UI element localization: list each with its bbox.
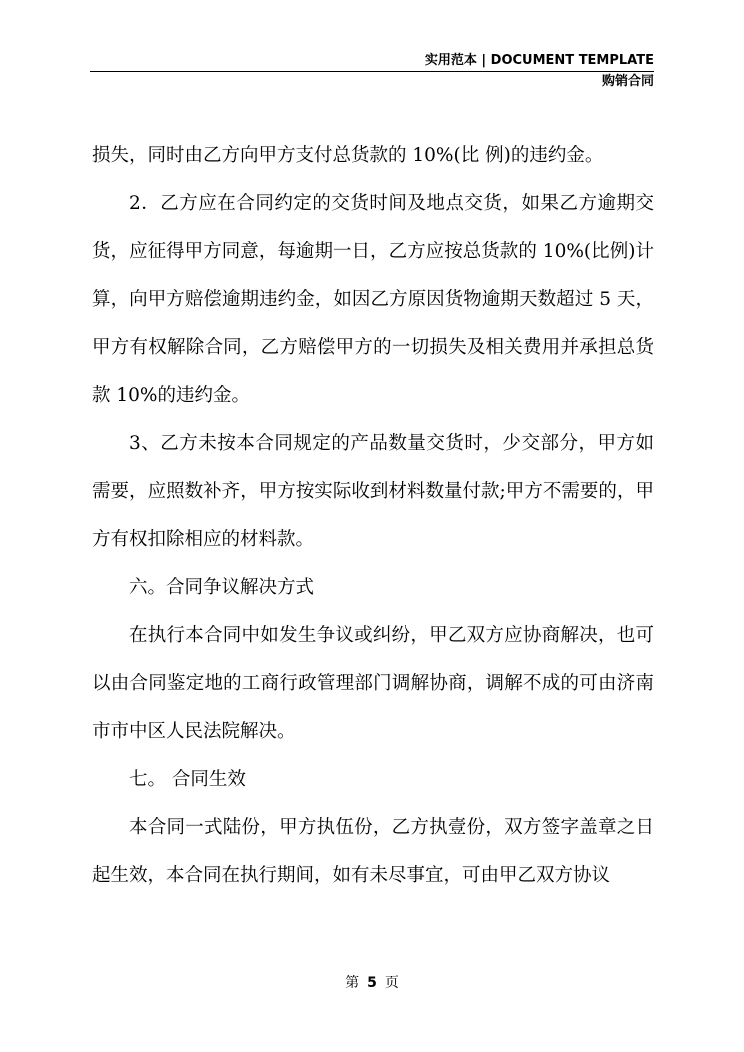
header-subtitle: 购销合同 xyxy=(601,74,654,89)
section-heading-effect: 七。 合同生效 xyxy=(129,769,246,790)
page-footer xyxy=(0,972,744,992)
document-body xyxy=(92,132,654,900)
section-heading-dispute: 六。合同争议解决方式 xyxy=(129,577,315,598)
footer-suffix: 页 xyxy=(384,975,399,991)
header-rule xyxy=(90,71,654,72)
paragraph-dispute-resolution: 在执行本合同中如发生争议或纠纷，甲乙双方应协商解决，也可以由合同鉴定地的工商行政管理部门调解协商，调解不成的可由济南市市中区人民法院解决。 xyxy=(92,625,654,742)
paragraph-effect: 本合同一式陆份，甲方执伍份，乙方执壹份，双方签字盖章之日起生效，本合同在执行期间，如有未尽事宜，可由甲乙双方协议 xyxy=(92,817,654,886)
header-title: 实用范本 | DOCUMENT TEMPLATE xyxy=(424,53,654,68)
page-number: 5 xyxy=(367,975,377,991)
paragraph-clause-2: 2．乙方应在合同约定的交货时间及地点交货，如果乙方逾期交货，应征得甲方同意，每逾期一日，乙方应按总货款的 10%(比例)计算，向甲方赔偿逾期违约金，如因乙方原因货物逾期天数超过 5 天，甲方有权解除合同，乙方赔偿甲方的一切损失及相关费用并承担总货款 10%的违约金。 xyxy=(92,193,654,406)
paragraph-clause-3: 3、乙方未按本合同规定的产品数量交货时，少交部分，甲方如需要，应照数补齐，甲方按实际收到材料数量付款;甲方不需要的，甲方有权扣除相应的材料款。 xyxy=(92,433,654,550)
footer-prefix: 第 xyxy=(345,975,360,991)
paragraph-continuation: 损失，同时由乙方向甲方支付总货款的 10%(比 例)的违约金。 xyxy=(92,145,604,166)
